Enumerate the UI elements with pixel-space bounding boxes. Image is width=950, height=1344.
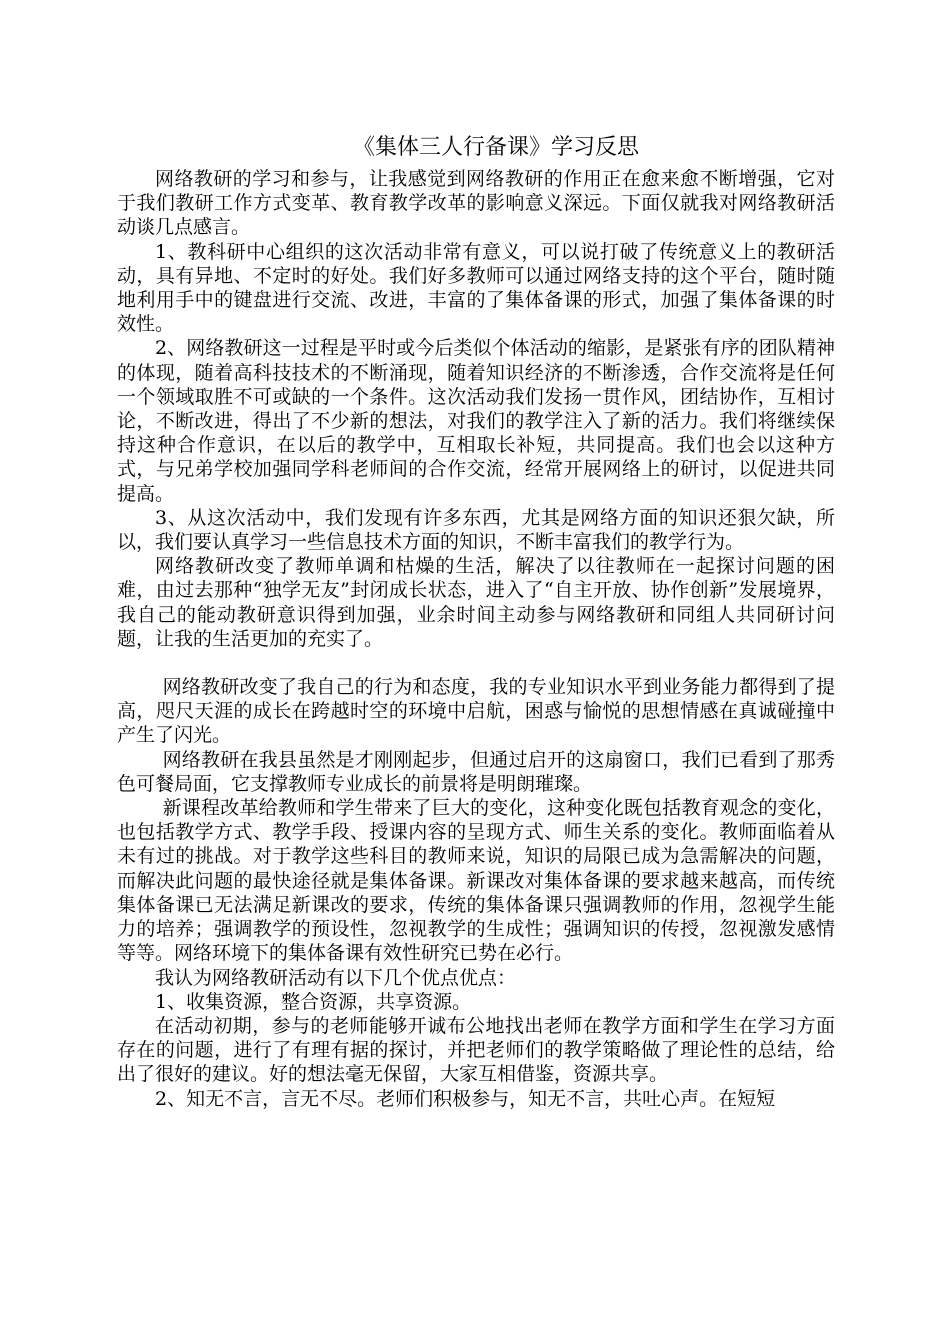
intro-paragraph: 网络教研的学习和参与，让我感觉到网络教研的作用正在愈来愈不断增强，它对于我们教研工作方式变革、教育教学改革的影响意义深远。下面仅就我对网络教研活动谈几点感言。 — [117, 168, 835, 239]
advantages-intro-paragraph: 我认为网络教研活动有以下几个优点优点： — [155, 966, 517, 989]
advantage-1-heading: 1、收集资源，整合资源，共享资源。 — [155, 990, 472, 1013]
document-title: 《集体三人行备课》学习反思 — [352, 135, 639, 160]
change-paragraph: 网络教研改变了教师单调和枯燥的生活，解决了以往教师在一起探讨问题的困难，由过去那种“独学无友”封闭成长状态，进入了“自主开放、协作创新”发展境界，我自己的能动教研意识得到加强，业余时间主动参与网络教研和同组人共同研讨问题，让我的生活更加的充实了。 — [117, 555, 835, 650]
paragraph-spacer — [117, 651, 835, 675]
advantage-1-paragraph: 在活动初期，参与的老师能够开诚布公地找出老师在教学方面和学生在学习方面存在的问题，进行了有理有据的探讨，并把老师们的教学策略做了理论性的总结，给出了很好的建议。好的想法毫无保留，大家互相借鉴，资源共享。 — [117, 1014, 835, 1086]
point-3-paragraph: 3、从这次活动中，我们发现有许多东西，尤其是网络方面的知识还狠欠缺，所以，我们要认真学习一些信息技术方面的知识，不断丰富我们的教学行为。 — [117, 506, 835, 554]
behavior-paragraph: 网络教研改变了我自己的行为和态度，我的专业知识水平到业务能力都得到了提高，咫尺天涯的成长在跨越时空的环境中启航，困惑与愉悦的思想情感在真诚碰撞中产生了闪光。 — [117, 676, 835, 747]
curriculum-reform-paragraph: 新课程改革给教师和学生带来了巨大的变化，这种变化既包括教育观念的变化，也包括教学方式、教学手段、授课内容的呈现方式、师生关系的变化。教师面临着从未有过的挑战。对于教学这些科目的教师来说，知识的局限已成为急需解决的问题，而解决此问题的最快途径就是集体备课。新课改对集体备课的要求越来越高，而传统集体备课已无法满足新课改的要求，传统的集体备课只强调教师的作用，忽视学生能力的培养；强调教学的预设性，忽视教学的生成性；强调知识的传授，忽视激发感情等等。网络环境下的集体备课有效性研究已势在必行。 — [117, 797, 835, 965]
document-body — [117, 133, 835, 1111]
county-paragraph: 网络教研在我县虽然是才刚刚起步，但通过启开的这扇窗口，我们已看到了那秀色可餐局面，它支撑教师专业成长的前景将是明朗璀璨。 — [117, 748, 835, 795]
point-2-paragraph: 2、网络教研这一过程是平时或今后类似个体活动的缩影，是紧张有序的团队精神的体现，随着高科技技术的不断涌现，随着知识经济的不断渗透，合作交流将是任何一个领域取胜不可或缺的一个条件。这次活动我们发扬一贯作风，团结协作，互相讨论，不断改进，得出了不少新的想法，对我们的教学注入了新的活力。我们将继续保持这种合作意识，在以后的教学中，互相取长补短，共同提高。我们也会以这种方式，与兄弟学校加强同学科老师间的合作交流，经常开展网络上的研讨，以促进共同提高。 — [117, 337, 835, 505]
advantage-2-paragraph: 2、知无不言，言无不尽。老师们积极参与，知无不言，共吐心声。在短短 — [155, 1087, 776, 1110]
point-1-paragraph: 1、教科研中心组织的这次活动非常有意义，可以说打破了传统意义上的教研活动，具有异地、不定时的好处。我们好多教师可以通过网络支持的这个平台，随时随地利用手中的键盘进行交流、改进，丰富的了集体备课的形式，加强了集体备课的时效性。 — [117, 240, 835, 336]
